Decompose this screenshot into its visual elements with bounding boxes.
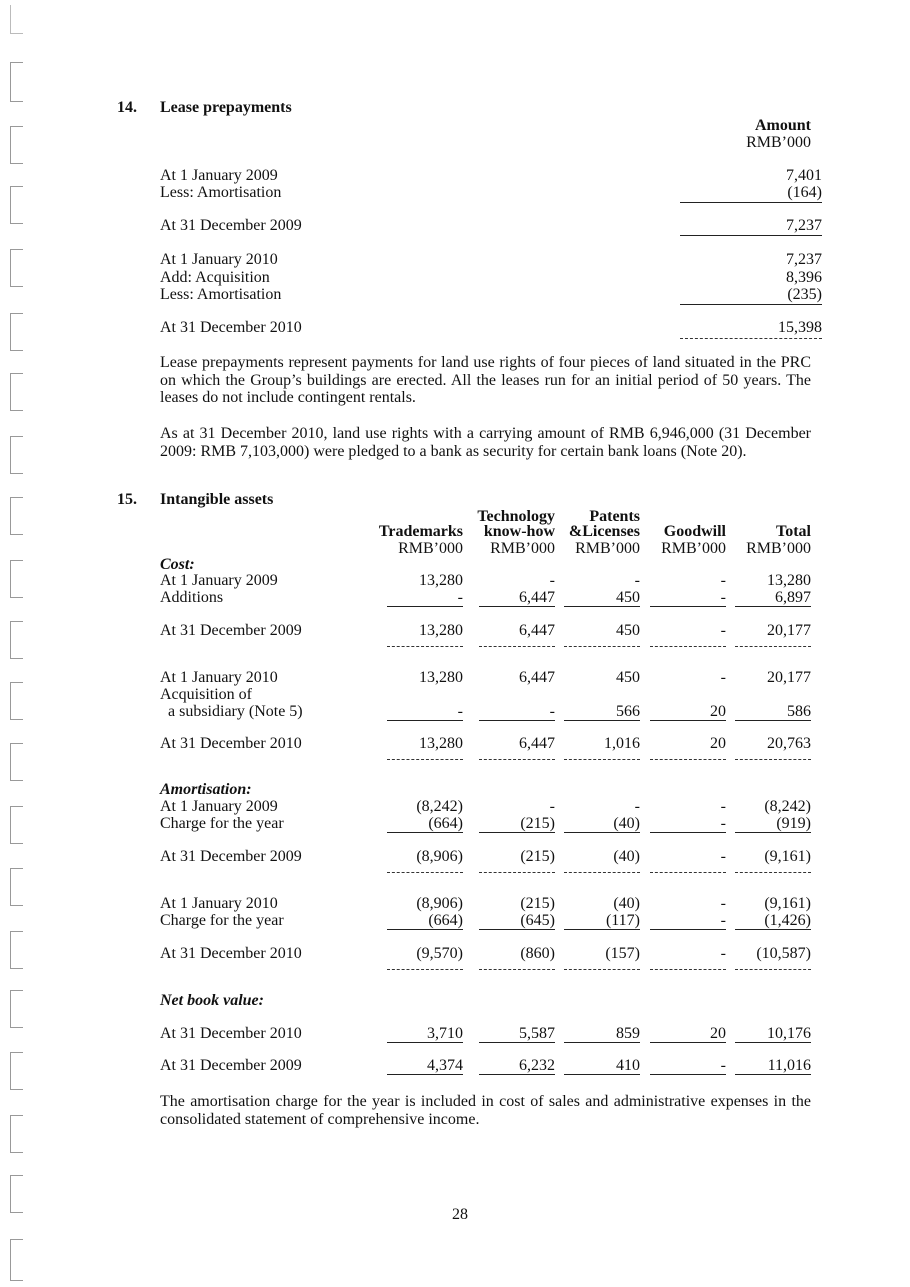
row-value: 13,280 [419,622,463,639]
total-rule [479,872,555,873]
row-value: (919) [776,815,811,832]
row-value: (40) [613,848,640,865]
column-header-line1: Patents [589,508,640,525]
subtotal-rule [650,1042,726,1043]
row-value: 6,447 [519,669,555,686]
lease-row-label: At 31 December 2010 [160,319,302,336]
row-label: Acquisition of [160,686,252,703]
net-book-value-heading: Net book value: [160,992,264,1009]
row-value: - [720,912,726,929]
row-value: - [720,895,726,912]
row-value: (8,906) [416,895,463,912]
total-rule [479,969,555,970]
row-label: Additions [160,589,224,606]
total-rule [735,646,811,647]
row-value: (40) [613,895,640,912]
row-value: 1,016 [604,735,640,752]
subtotal-rule [650,606,726,607]
amortisation-footnote: The amortisation charge for the year is included in cost of sales and administrative expenses in the consolidated statement of comprehensive income. [160,1093,811,1128]
row-label: At 31 December 2009 [160,848,302,865]
row-value: 20,177 [767,622,811,639]
total-rule [735,759,811,760]
subtotal-rule [564,1042,640,1043]
row-value: (10,587) [756,945,811,962]
subtotal-rule [735,720,811,721]
subtotal-rule [735,1074,811,1075]
row-value: 20 [710,735,726,752]
subtotal-rule [387,1074,463,1075]
subtotal-rule [479,929,555,930]
row-value: (157) [605,945,640,962]
column-header-unit: RMB’000 [661,540,726,557]
row-value: 450 [616,622,640,639]
subtotal-rule [650,1074,726,1075]
row-value: - [720,1057,726,1074]
lease-paragraph-1: Lease prepayments represent payments for land use rights of four pieces of land situated in the PRC on which the Group’s buildings are erected. All the leases run for an initial period of 50 years. The leases do not include contingent rentals. [160,354,811,406]
column-header-unit: RMB’000 [575,540,640,557]
lease-row-value: (164) [787,184,822,201]
subtotal-rule [680,202,822,203]
total-rule [680,235,822,236]
subtotal-rule [650,832,726,833]
subtotal-rule [680,304,822,305]
lease-row-label: Less: Amortisation [160,184,282,201]
row-value: (645) [520,912,555,929]
row-value: - [457,703,463,720]
row-value: 13,280 [767,572,811,589]
row-value: 20,763 [767,735,811,752]
lease-row-value: 7,237 [786,217,822,234]
row-label: At 1 January 2009 [160,798,278,815]
column-header-line2: Goodwill [663,523,726,540]
column-header-line2: Trademarks [378,523,463,540]
subtotal-rule [479,606,555,607]
subtotal-rule [387,606,463,607]
row-value: 13,280 [419,669,463,686]
row-value: (9,570) [416,945,463,962]
total-rule [680,338,822,339]
row-value: 20 [710,703,726,720]
page-number: 28 [452,1206,468,1223]
total-rule [387,646,463,647]
total-rule [564,969,640,970]
subtotal-rule [387,1042,463,1043]
column-header-line1: Technology [477,508,555,525]
row-label: At 31 December 2010 [160,1025,302,1042]
lease-row-value: 8,396 [786,269,822,286]
subtotal-rule [735,1042,811,1043]
subtotal-rule [564,606,640,607]
subtotal-rule [387,832,463,833]
total-rule [650,646,726,647]
row-value: (8,242) [764,798,811,815]
row-value: 566 [616,703,640,720]
row-value: 450 [616,589,640,606]
subtotal-rule [564,720,640,721]
row-value: 6,232 [519,1057,555,1074]
row-value: 450 [616,669,640,686]
total-rule [564,759,640,760]
lease-paragraph-2: As at 31 December 2010, land use rights with a carrying amount of RMB 6,946,000 (31 December 2009: RMB 7,103,000) were pledged to a bank as security for certain bank loans (Note 20). [160,425,811,460]
row-label: At 31 December 2010 [160,735,302,752]
row-value: (215) [520,895,555,912]
row-value: 410 [616,1057,640,1074]
cost-heading: Cost: [160,556,195,573]
section-15-title: Intangible assets [160,491,274,508]
row-value: (117) [605,912,640,929]
subtotal-rule [564,1074,640,1075]
row-value: (664) [428,912,463,929]
row-value: - [720,572,726,589]
row-label: At 1 January 2010 [160,669,278,686]
row-value: 3,710 [427,1025,463,1042]
column-header-unit: RMB’000 [398,540,463,557]
column-header-line2: Total [776,523,811,540]
column-header-line2: &Licenses [568,523,640,540]
row-value: (8,906) [416,848,463,865]
row-value: 6,447 [519,735,555,752]
lease-row-value: (235) [787,286,822,303]
subtotal-rule [387,929,463,930]
total-rule [564,872,640,873]
amortisation-heading: Amortisation: [160,781,252,798]
total-rule [479,646,555,647]
subtotal-rule [479,832,555,833]
section-14-number: 14. [117,99,137,116]
row-value: - [720,669,726,686]
row-label: a subsidiary (Note 5) [168,703,303,720]
row-value: - [720,798,726,815]
lease-row-label: At 31 December 2009 [160,217,302,234]
row-value: - [720,848,726,865]
row-value: (9,161) [764,895,811,912]
row-label: Charge for the year [160,912,284,929]
row-value: 4,374 [427,1057,463,1074]
column-header-unit: RMB’000 [490,540,555,557]
row-value: - [634,572,640,589]
subtotal-rule [735,606,811,607]
row-value: - [549,572,555,589]
total-rule [387,969,463,970]
row-value: 20,177 [767,669,811,686]
subtotal-rule [564,929,640,930]
row-value: 6,447 [519,589,555,606]
row-value: (9,161) [764,848,811,865]
total-rule [735,872,811,873]
lease-row-label: Add: Acquisition [160,269,270,286]
row-value: (860) [520,945,555,962]
column-header-unit: RMB’000 [746,540,811,557]
row-value: (8,242) [416,798,463,815]
row-value: - [549,798,555,815]
subtotal-rule [479,1074,555,1075]
column-header-line2: know-how [483,523,555,540]
section-14-title: Lease prepayments [160,99,292,116]
total-rule [735,969,811,970]
row-value: - [549,703,555,720]
row-value: - [720,589,726,606]
total-rule [387,759,463,760]
row-value: (1,426) [764,912,811,929]
subtotal-rule [479,1042,555,1043]
subtotal-rule [564,832,640,833]
subtotal-rule [479,720,555,721]
total-rule [650,759,726,760]
row-value: 586 [787,703,811,720]
row-label: At 1 January 2010 [160,895,278,912]
total-rule [650,872,726,873]
row-value: 5,587 [519,1025,555,1042]
subtotal-rule [735,929,811,930]
row-value: (215) [520,815,555,832]
lease-row-value: 7,401 [786,167,822,184]
lease-row-label: At 1 January 2009 [160,167,278,184]
subtotal-rule [387,720,463,721]
row-value: - [634,798,640,815]
row-value: 859 [616,1025,640,1042]
total-rule [387,872,463,873]
row-label: At 1 January 2009 [160,572,278,589]
row-value: (215) [520,848,555,865]
row-value: 6,897 [775,589,811,606]
row-value: 11,016 [767,1057,811,1074]
row-label: Charge for the year [160,815,284,832]
subtotal-rule [650,929,726,930]
row-value: 20 [710,1025,726,1042]
amount-header: Amount [754,117,811,134]
row-label: At 31 December 2009 [160,622,302,639]
subtotal-rule [650,720,726,721]
row-value: 6,447 [519,622,555,639]
lease-row-label: Less: Amortisation [160,286,282,303]
amount-unit: RMB’000 [746,134,811,151]
row-label: At 31 December 2009 [160,1057,302,1074]
total-rule [564,646,640,647]
row-value: (664) [428,815,463,832]
lease-row-value: 15,398 [778,319,822,336]
row-value: 10,176 [767,1025,811,1042]
row-value: 13,280 [419,572,463,589]
row-value: - [720,622,726,639]
total-rule [479,759,555,760]
row-value: (40) [613,815,640,832]
section-15-number: 15. [117,491,137,508]
total-rule [650,969,726,970]
row-label: At 31 December 2010 [160,945,302,962]
subtotal-rule [735,832,811,833]
row-value: 13,280 [419,735,463,752]
lease-row-label: At 1 January 2010 [160,251,278,268]
lease-row-value: 7,237 [786,251,822,268]
row-value: - [720,945,726,962]
row-value: - [457,589,463,606]
row-value: - [720,815,726,832]
